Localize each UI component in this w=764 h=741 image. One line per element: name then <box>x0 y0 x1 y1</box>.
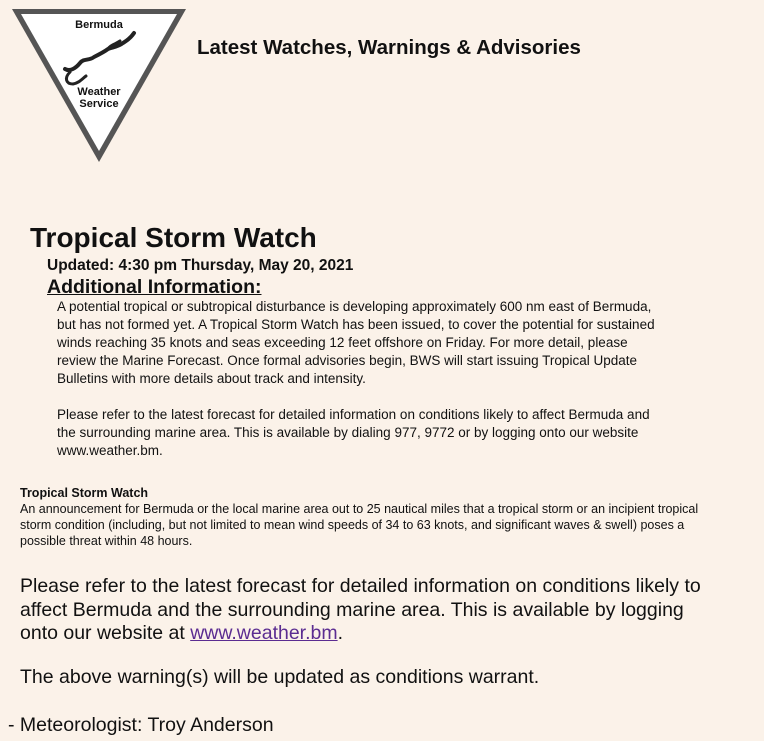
forecast-notice <box>20 575 720 646</box>
bermuda-weather-service-logo <box>10 6 188 164</box>
logo-bottom-text-1: Weather <box>77 86 121 98</box>
definition-body: An announcement for Bermuda or the local marine area out to 25 nautical miles that a tropical storm or an incipient tropical storm condition (including, but not limited to mean wind speeds of 34 to 63 knots, and significant waves & swell) poses a possible threat within 48 hours. <box>20 502 699 548</box>
forecast-notice-text: Please refer to the latest forecast for detailed information on conditions likely to affect Bermuda and the surrounding marine area. This is available by logging onto our website at <box>20 575 701 644</box>
additional-information-heading: Additional Information: <box>47 276 262 298</box>
definition-heading: Tropical Storm Watch <box>20 486 149 500</box>
weather-website-link[interactable]: www.weather.bm <box>190 622 338 644</box>
forecast-reference-paragraph: Please refer to the latest forecast for detailed information on conditions likely to affect Bermuda and the surrounding marine area. This is available by dialing 977, 9772 or by logging onto our website www.weather.bm. <box>57 407 650 458</box>
update-note: The above warning(s) will be updated as conditions warrant. <box>20 666 540 688</box>
alert-headline: Tropical Storm Watch <box>30 222 317 253</box>
logo-bottom-text-2: Service <box>79 98 119 110</box>
page-title: Latest Watches, Warnings & Advisories <box>197 36 581 59</box>
logo-triangle <box>10 6 188 164</box>
additional-info-paragraph: A potential tropical or subtropical disturbance is developing approximately 600 nm east of Bermuda, but has not formed yet. A Tropical Storm Watch has been issued, to cover the potential for sustained winds reaching 35 knots and seas exceeding 12 feet offshore on Friday. For more detail, please review the Marine Forecast. Once formal advisories begin, BWS will start issuing Tropical Update Bulletins with more details about track and intensity. <box>57 299 655 386</box>
updated-timestamp: Updated: 4:30 pm Thursday, May 20, 2021 <box>47 257 354 274</box>
forecast-notice-end: . <box>337 622 344 644</box>
logo-top-text: Bermuda <box>75 19 123 31</box>
meteorologist-signature: - Meteorologist: Troy Anderson <box>8 714 274 736</box>
